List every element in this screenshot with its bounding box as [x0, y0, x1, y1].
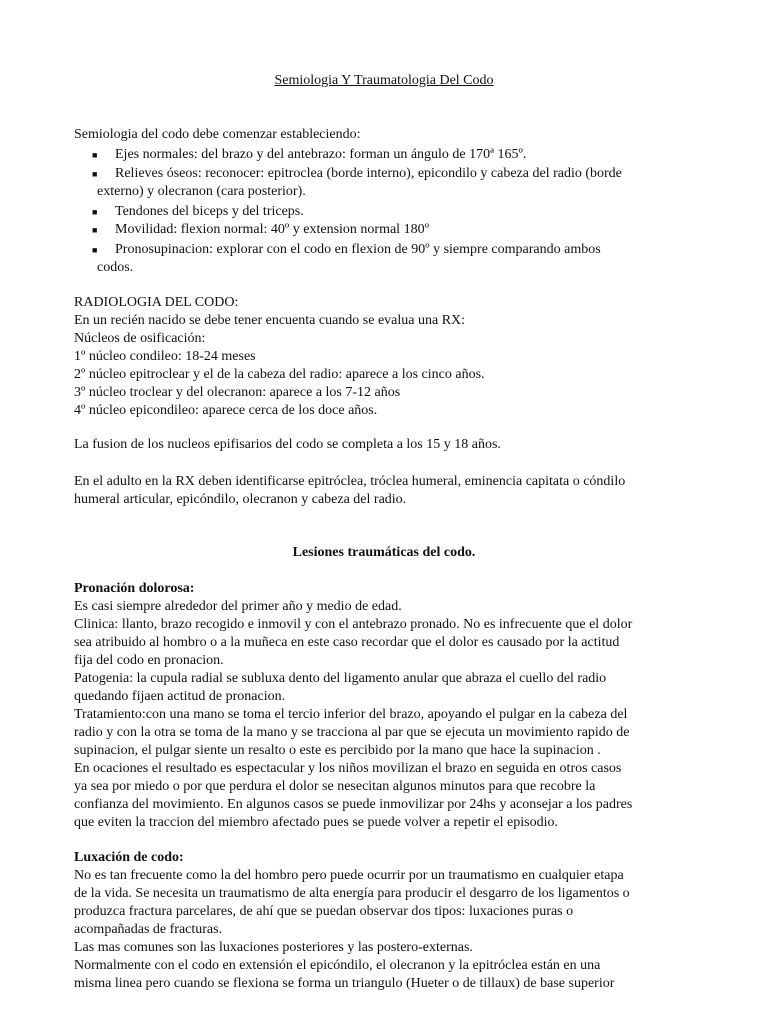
luxacion-heading: Luxación de codo:	[74, 850, 184, 865]
pronacion-line: Patogenia: la cupula radial se subluxa dento del ligamento anular que abraza el cuello del radio	[74, 671, 607, 686]
pronacion-line: sea atribuido al hombro o a la muñeca en este caso recordar que el dolor es causado por la actitud	[74, 635, 620, 650]
bullet-continuation: codos.	[97, 260, 134, 275]
bullet-item: Ejes normales: del brazo y del antebrazo: forman un ángulo de 170ª 165º.	[115, 147, 527, 162]
luxacion-line: de la vida. Se necesita un traumatismo de alta energía para producir el desgarro de los ligamentos o	[74, 886, 630, 901]
lesiones-heading: Lesiones traumáticas del codo.	[292, 545, 476, 560]
radiology-heading: RADIOLOGIA DEL CODO:	[74, 295, 239, 310]
pronacion-line: que eviten la traccion del miembro afectado pues se puede volver a repetir el episodio.	[74, 815, 558, 830]
pronacion-heading: Pronación dolorosa:	[74, 581, 195, 596]
radiology-line: 3º núcleo troclear y del olecranon: aparece a los 7-12 años	[74, 385, 401, 400]
luxacion-line: No es tan frecuente como la del hombro pero puede ocurrir por un traumatismo en cualquier etapa	[74, 868, 624, 883]
radiology-line: 2º núcleo epitroclear y el de la cabeza del radio: aparece a los cinco años.	[74, 367, 485, 382]
pronacion-line: confianza del movimiento. En algunos casos se puede inmovilizar por 24hs y aconsejar a los padres	[74, 797, 633, 812]
bullet-item: Movilidad: flexion normal: 40º y extension normal 180º	[115, 222, 429, 237]
pronacion-line: fija del codo en pronacion.	[74, 653, 224, 668]
pronacion-line: En ocaciones el resultado es espectacular y los niños movilizan el brazo en seguida en otros casos	[74, 761, 622, 776]
document-title: Semiologia Y Traumatologia Del Codo	[274, 73, 494, 88]
pronacion-line: Clinica: llanto, brazo recogido e inmovil y con el antebrazo pronado. No es infrecuente que el dolor	[74, 617, 633, 632]
pronacion-line: quedando fijaen actitud de pronacion.	[74, 689, 286, 704]
bullet-square-icon: ■	[92, 207, 98, 217]
luxacion-line: produzca fractura parcelares, de ahí que se puedan observar dos tipos: luxaciones puras o	[74, 904, 574, 919]
pronacion-line: Es casi siempre alrededor del primer año y medio de edad.	[74, 599, 402, 614]
luxacion-line: misma linea pero cuando se flexiona se forma un triangulo (Hueter o de tillaux) de base superior	[74, 976, 615, 991]
adult-text: En el adulto en la RX deben identificarse epitróclea, tróclea humeral, eminencia capitata o cóndilo	[74, 474, 626, 489]
bullet-square-icon: ■	[92, 225, 98, 235]
bullet-square-icon: ■	[92, 245, 98, 255]
adult-text: humeral articular, epicóndilo, olecranon y cabeza del radio.	[74, 492, 407, 507]
bullet-item: Tendones del biceps y del triceps.	[115, 204, 304, 219]
bullet-item: Pronosupinacion: explorar con el codo en flexion de 90º y siempre comparando ambos	[115, 242, 601, 257]
bullet-item: Relieves óseos: reconocer: epitroclea (borde interno), epicondilo y cabeza del radio (borde	[115, 166, 622, 181]
pronacion-line: radio y con la otra se toma de la mano y se tracciona al par que se ejecuta un movimiento rapido de	[74, 725, 630, 740]
pronacion-line: Tratamiento:con una mano se toma el tercio inferior del brazo, apoyando el pulgar en la cabeza del	[74, 707, 628, 722]
pronacion-line: ya sea por miedo o por que perdura el dolor se nesecitan algunos minutos para que recobre la	[74, 779, 596, 794]
luxacion-line: acompañadas de fracturas.	[74, 922, 223, 937]
radiology-line: 1º núcleo condileo: 18-24 meses	[74, 349, 256, 364]
radiology-line: En un recién nacido se debe tener encuenta cuando se evalua una RX:	[74, 313, 466, 328]
fusion-text: La fusion de los nucleos epifisarios del codo se completa a los 15 y 18 años.	[74, 437, 501, 452]
luxacion-line: Normalmente con el codo en extensión el epicóndilo, el olecranon y la epitróclea están en una	[74, 958, 601, 973]
bullet-square-icon: ■	[92, 150, 98, 160]
radiology-line: 4º núcleo epicondileo: aparece cerca de los doce años.	[74, 403, 378, 418]
intro-text: Semiologia del codo debe comenzar estableciendo:	[74, 127, 361, 142]
luxacion-line: Las mas comunes son las luxaciones posteriores y las postero-externas.	[74, 940, 473, 955]
bullet-square-icon: ■	[92, 169, 98, 179]
pronacion-line: supinacion, el pulgar siente un resalto o este es percibido por la mano que hace la supinacion .	[74, 743, 601, 758]
radiology-line: Núcleos de osificación:	[74, 331, 206, 346]
bullet-continuation: externo) y olecranon (cara posterior).	[97, 184, 306, 199]
